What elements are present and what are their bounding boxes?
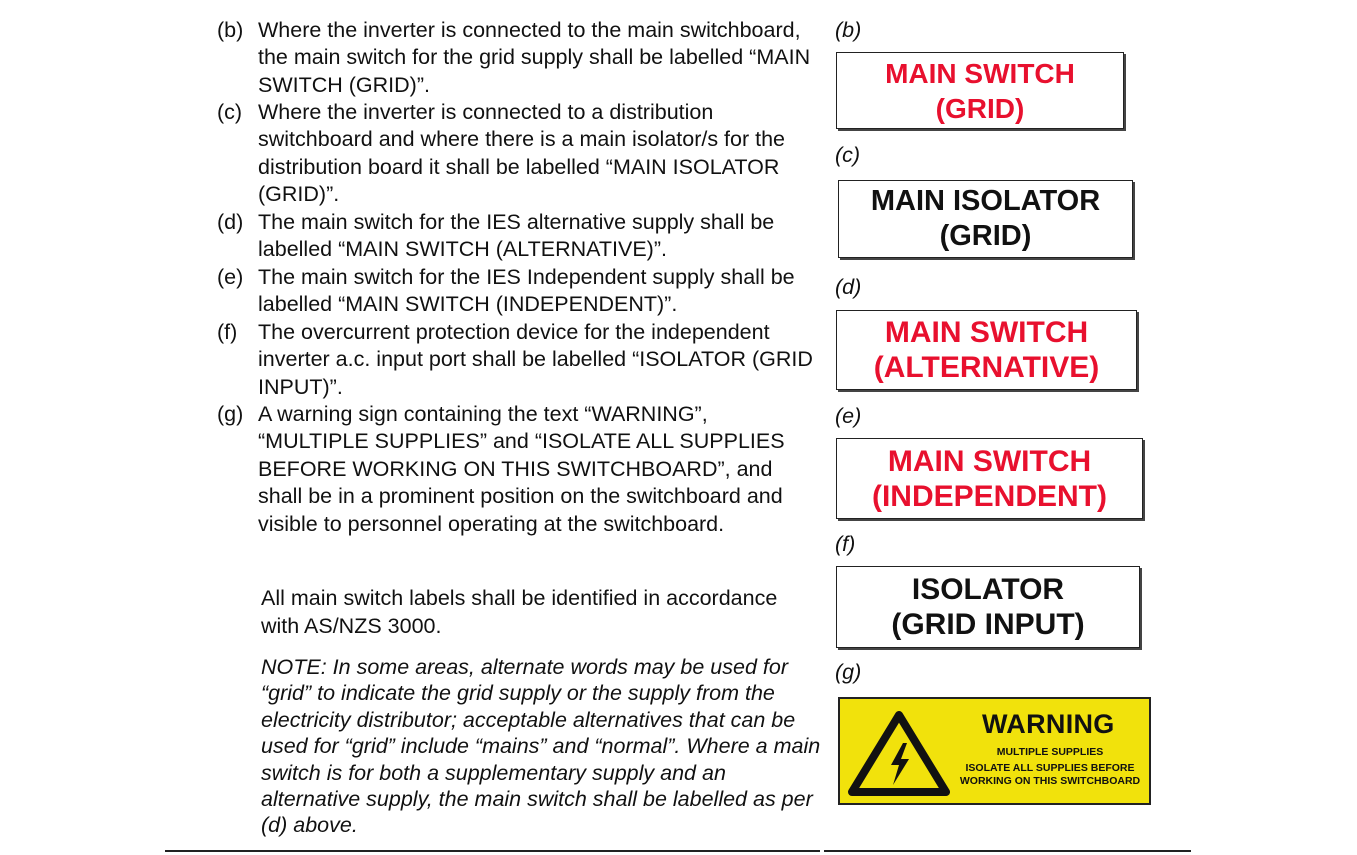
list-item-c	[217, 99, 817, 209]
bottom-rule-right	[824, 850, 1191, 852]
item-text: The overcurrent protection device for the independent inverter a.c. input port shall be labelled “ISOLATOR (GRID INPUT)”.	[258, 320, 813, 399]
label-caption-f: (f)	[835, 532, 856, 556]
label-line-1: MAIN SWITCH	[885, 57, 1075, 89]
main-switch-independent-label	[836, 438, 1143, 519]
list-item-g	[217, 401, 817, 538]
warning-line-3: WORKING ON THIS SWITCHBOARD	[959, 775, 1141, 787]
label-caption-d: (d)	[835, 275, 862, 299]
warning-sign	[838, 697, 1151, 805]
bottom-rule-left	[165, 850, 820, 852]
list-item-e	[217, 264, 817, 319]
body-paragraph: All main switch labels shall be identified in accordance with AS/NZS 3000.	[261, 586, 778, 638]
item-text: Where the inverter is connected to a distribution switchboard and where there is a main isolator/s for the distribution board it shall be labelled “MAIN ISOLATOR (GRID)”.	[258, 100, 786, 207]
item-letter: (g)	[217, 402, 244, 426]
main-switch-alternative-label	[836, 310, 1137, 390]
isolator-grid-input-label	[836, 566, 1140, 648]
warning-line-1: MULTIPLE SUPPLIES	[996, 746, 1104, 758]
label-caption-c: (c)	[835, 143, 861, 167]
item-text: The main switch for the IES Independent supply shall be labelled “MAIN SWITCH (INDEPENDENT)”.	[258, 265, 795, 317]
list-item-d	[217, 209, 817, 264]
label-line-2: (GRID INPUT)	[891, 608, 1085, 641]
label-line-2: (GRID)	[935, 92, 1025, 124]
item-letter: (b)	[217, 18, 244, 42]
label-line-2: (INDEPENDENT)	[871, 479, 1107, 513]
label-caption-g: (g)	[835, 660, 862, 684]
main-isolator-grid-label	[838, 180, 1133, 258]
warning-line-2: ISOLATE ALL SUPPLIES BEFORE	[965, 762, 1135, 774]
main-switch-grid-label	[836, 52, 1124, 129]
warning-title: WARNING	[982, 709, 1115, 739]
label-line-2: (ALTERNATIVE)	[873, 351, 1100, 384]
item-letter: (e)	[217, 265, 244, 289]
label-line-1: ISOLATOR	[911, 573, 1065, 606]
item-letter: (f)	[217, 320, 238, 344]
electrical-hazard-triangle-icon	[847, 709, 951, 797]
list-item-b	[217, 17, 817, 99]
item-text: The main switch for the IES alternative supply shall be labelled “MAIN SWITCH (ALTERNATIVE)”.	[258, 210, 775, 262]
label-line-2: (GRID)	[939, 220, 1032, 252]
label-line-1: MAIN SWITCH	[887, 444, 1092, 478]
item-text: A warning sign containing the text “WARNING”, “MULTIPLE SUPPLIES” and “ISOLATE ALL SUPPLIES BEFORE WORKING ON THIS SWITCHBOARD”, and shall be in a prominent position on the switchboard and visible to personnel operating at the switchboard.	[258, 402, 785, 536]
label-line-1: MAIN SWITCH	[884, 316, 1089, 349]
item-text: Where the inverter is connected to the main switchboard, the main switch for the grid supply shall be labelled “MAIN SWITCH (GRID)”.	[258, 18, 811, 97]
item-letter: (c)	[217, 100, 243, 124]
note-paragraph: NOTE: In some areas, alternate words may be used for “grid” to indicate the grid supply or the supply from the electricity distributor; acceptable alternatives that can be used for “grid” include “mains” and “normal”. Where a main switch is for both a supplementary supply and an alternative supply, the main switch shall be labelled as per (d) above.	[261, 655, 821, 838]
label-caption-e: (e)	[835, 404, 862, 428]
list-item-f	[217, 319, 817, 401]
label-caption-b: (b)	[835, 18, 862, 42]
item-letter: (d)	[217, 210, 244, 234]
label-line-1: MAIN ISOLATOR	[870, 185, 1101, 217]
